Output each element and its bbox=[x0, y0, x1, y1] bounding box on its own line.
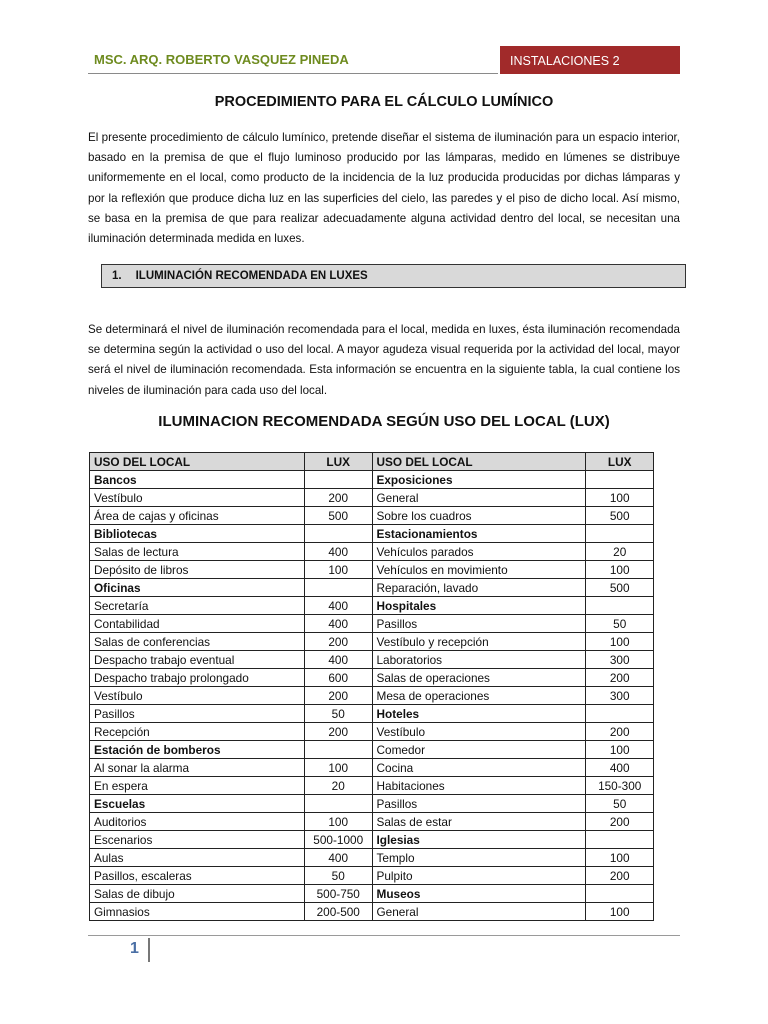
uso-cell: General bbox=[372, 489, 586, 507]
lux-cell bbox=[586, 471, 654, 489]
table-row bbox=[90, 597, 654, 615]
lux-cell bbox=[586, 525, 654, 543]
lux-cell bbox=[586, 705, 654, 723]
header-lux-1: LUX bbox=[304, 453, 372, 471]
uso-cell: Pasillos bbox=[90, 705, 305, 723]
lux-cell: 500 bbox=[586, 579, 654, 597]
table-row bbox=[90, 471, 654, 489]
table-row bbox=[90, 903, 654, 921]
uso-cell: Templo bbox=[372, 849, 586, 867]
uso-cell: Despacho trabajo eventual bbox=[90, 651, 305, 669]
table-row bbox=[90, 831, 654, 849]
uso-cell: Gimnasios bbox=[90, 903, 305, 921]
section-label: ILUMINACIÓN RECOMENDADA EN LUXES bbox=[135, 270, 368, 282]
page-number-bar bbox=[148, 938, 150, 962]
header-uso-1: USO DEL LOCAL bbox=[90, 453, 305, 471]
lux-cell: 200 bbox=[586, 669, 654, 687]
lux-table bbox=[89, 452, 654, 921]
uso-cell: Pasillos, escaleras bbox=[90, 867, 305, 885]
lux-cell: 500-1000 bbox=[304, 831, 372, 849]
section-heading bbox=[101, 264, 686, 288]
lux-cell: 400 bbox=[304, 597, 372, 615]
uso-cell: Mesa de operaciones bbox=[372, 687, 586, 705]
uso-cell: Salas de lectura bbox=[90, 543, 305, 561]
table-row bbox=[90, 543, 654, 561]
uso-cell: Vehículos parados bbox=[372, 543, 586, 561]
lux-cell: 100 bbox=[586, 633, 654, 651]
page-number: 1 bbox=[130, 940, 139, 957]
table-row bbox=[90, 561, 654, 579]
intro-paragraph: El presente procedimiento de cálculo lumínico, pretende diseñar el sistema de iluminación para un espacio interior, basado en la premisa de que el flujo luminoso producido por las lámparas, medido en lúmenes se distribuye uniformemente en el local, como producto de la incidencia de la luz producida producidas por dichas lámparas y por la reflexión que produce dicha luz en las superficies del cielo, las paredes y el piso de dicho local. Así mismo, se basa en la premisa de que para realizar adecuadamente alguna actividad dentro del local, se necesitan una iluminación determinada medida en luxes. bbox=[88, 131, 680, 246]
uso-cell: Estación de bomberos bbox=[90, 741, 305, 759]
table-row bbox=[90, 849, 654, 867]
lux-cell: 200-500 bbox=[304, 903, 372, 921]
lux-cell: 100 bbox=[586, 903, 654, 921]
table-row bbox=[90, 525, 654, 543]
lux-cell: 500 bbox=[304, 507, 372, 525]
lux-cell bbox=[304, 579, 372, 597]
table-row bbox=[90, 633, 654, 651]
section-number: 1. bbox=[112, 270, 122, 282]
uso-cell: Secretaría bbox=[90, 597, 305, 615]
uso-cell: Hoteles bbox=[372, 705, 586, 723]
table-row bbox=[90, 687, 654, 705]
lux-cell: 300 bbox=[586, 687, 654, 705]
lux-cell: 300 bbox=[586, 651, 654, 669]
uso-cell: Pasillos bbox=[372, 615, 586, 633]
uso-cell: En espera bbox=[90, 777, 305, 795]
lux-cell: 200 bbox=[304, 723, 372, 741]
uso-cell: Vestíbulo y recepción bbox=[372, 633, 586, 651]
table-row bbox=[90, 885, 654, 903]
uso-cell: Bancos bbox=[90, 471, 305, 489]
lux-cell: 20 bbox=[586, 543, 654, 561]
uso-cell: Salas de operaciones bbox=[372, 669, 586, 687]
lux-cell bbox=[304, 525, 372, 543]
uso-cell: Recepción bbox=[90, 723, 305, 741]
uso-cell: Exposiciones bbox=[372, 471, 586, 489]
uso-cell: Laboratorios bbox=[372, 651, 586, 669]
uso-cell: Pulpito bbox=[372, 867, 586, 885]
uso-cell: Estacionamientos bbox=[372, 525, 586, 543]
uso-cell: Vestíbulo bbox=[90, 489, 305, 507]
uso-cell: Hospitales bbox=[372, 597, 586, 615]
lux-cell: 500-750 bbox=[304, 885, 372, 903]
lux-cell bbox=[586, 831, 654, 849]
lux-cell: 100 bbox=[304, 759, 372, 777]
uso-cell: Escuelas bbox=[90, 795, 305, 813]
table-row bbox=[90, 741, 654, 759]
table-row bbox=[90, 777, 654, 795]
uso-cell: Comedor bbox=[372, 741, 586, 759]
uso-cell: Área de cajas y oficinas bbox=[90, 507, 305, 525]
uso-cell: Al sonar la alarma bbox=[90, 759, 305, 777]
table-row bbox=[90, 579, 654, 597]
uso-cell: Depósito de libros bbox=[90, 561, 305, 579]
table-row bbox=[90, 615, 654, 633]
uso-cell: Salas de dibujo bbox=[90, 885, 305, 903]
lux-cell: 400 bbox=[304, 849, 372, 867]
lux-cell: 200 bbox=[586, 867, 654, 885]
lux-cell: 400 bbox=[304, 651, 372, 669]
uso-cell: Museos bbox=[372, 885, 586, 903]
lux-cell: 400 bbox=[586, 759, 654, 777]
lux-cell: 200 bbox=[304, 633, 372, 651]
uso-cell: Contabilidad bbox=[90, 615, 305, 633]
lux-cell bbox=[304, 795, 372, 813]
lux-cell bbox=[304, 741, 372, 759]
lux-cell: 400 bbox=[304, 543, 372, 561]
uso-cell: Iglesias bbox=[372, 831, 586, 849]
uso-cell: Reparación, lavado bbox=[372, 579, 586, 597]
lux-cell: 100 bbox=[304, 813, 372, 831]
uso-cell: Salas de estar bbox=[372, 813, 586, 831]
lux-cell: 150-300 bbox=[586, 777, 654, 795]
lux-cell bbox=[586, 597, 654, 615]
header-course: INSTALACIONES 2 bbox=[500, 46, 680, 74]
lux-cell bbox=[586, 885, 654, 903]
lux-cell: 100 bbox=[304, 561, 372, 579]
lux-cell: 50 bbox=[304, 867, 372, 885]
table-row bbox=[90, 813, 654, 831]
uso-cell: Auditorios bbox=[90, 813, 305, 831]
table-row bbox=[90, 669, 654, 687]
lux-cell: 50 bbox=[304, 705, 372, 723]
lux-cell: 100 bbox=[586, 489, 654, 507]
lux-cell: 100 bbox=[586, 741, 654, 759]
table-body bbox=[90, 471, 654, 921]
document-title: PROCEDIMIENTO PARA EL CÁLCULO LUMÍNICO bbox=[214, 94, 554, 110]
lux-cell: 100 bbox=[586, 849, 654, 867]
table-row bbox=[90, 489, 654, 507]
lux-cell: 500 bbox=[586, 507, 654, 525]
table-title: ILUMINACION RECOMENDADA SEGÚN USO DEL LOCAL (LUX) bbox=[158, 413, 610, 430]
lux-cell: 200 bbox=[586, 813, 654, 831]
uso-cell: Pasillos bbox=[372, 795, 586, 813]
header-uso-2: USO DEL LOCAL bbox=[372, 453, 586, 471]
uso-cell: Despacho trabajo prolongado bbox=[90, 669, 305, 687]
table-row bbox=[90, 759, 654, 777]
lux-cell: 600 bbox=[304, 669, 372, 687]
uso-cell: Habitaciones bbox=[372, 777, 586, 795]
uso-cell: Salas de conferencias bbox=[90, 633, 305, 651]
uso-cell: Vehículos en movimiento bbox=[372, 561, 586, 579]
uso-cell: General bbox=[372, 903, 586, 921]
section-paragraph: Se determinará el nivel de iluminación recomendada para el local, medida en luxes, ésta iluminación recomendada se determina según la actividad o uso del local. A mayor agudeza visual requerida por la actividad del local, mayor será el nivel de iluminación recomendada. Esta información se encuentra en la siguiente tabla, la cual contiene los niveles de iluminación para cada uso del local. bbox=[88, 323, 680, 397]
table-row bbox=[90, 795, 654, 813]
lux-cell bbox=[304, 471, 372, 489]
table-row bbox=[90, 723, 654, 741]
uso-cell: Aulas bbox=[90, 849, 305, 867]
lux-cell: 50 bbox=[586, 795, 654, 813]
lux-cell: 400 bbox=[304, 615, 372, 633]
uso-cell: Escenarios bbox=[90, 831, 305, 849]
uso-cell: Oficinas bbox=[90, 579, 305, 597]
lux-cell: 20 bbox=[304, 777, 372, 795]
lux-cell: 200 bbox=[304, 489, 372, 507]
uso-cell: Vestíbulo bbox=[372, 723, 586, 741]
table-row bbox=[90, 705, 654, 723]
lux-cell: 200 bbox=[586, 723, 654, 741]
header-lux-2: LUX bbox=[586, 453, 654, 471]
uso-cell: Cocina bbox=[372, 759, 586, 777]
uso-cell: Bibliotecas bbox=[90, 525, 305, 543]
lux-cell: 50 bbox=[586, 615, 654, 633]
lux-cell: 200 bbox=[304, 687, 372, 705]
uso-cell: Sobre los cuadros bbox=[372, 507, 586, 525]
uso-cell: Vestíbulo bbox=[90, 687, 305, 705]
lux-cell: 100 bbox=[586, 561, 654, 579]
header-author: MSC. ARQ. ROBERTO VASQUEZ PINEDA bbox=[88, 46, 498, 74]
footer-divider bbox=[88, 935, 680, 936]
table-row bbox=[90, 651, 654, 669]
table-row bbox=[90, 507, 654, 525]
table-header-row bbox=[90, 453, 654, 471]
table-row bbox=[90, 867, 654, 885]
